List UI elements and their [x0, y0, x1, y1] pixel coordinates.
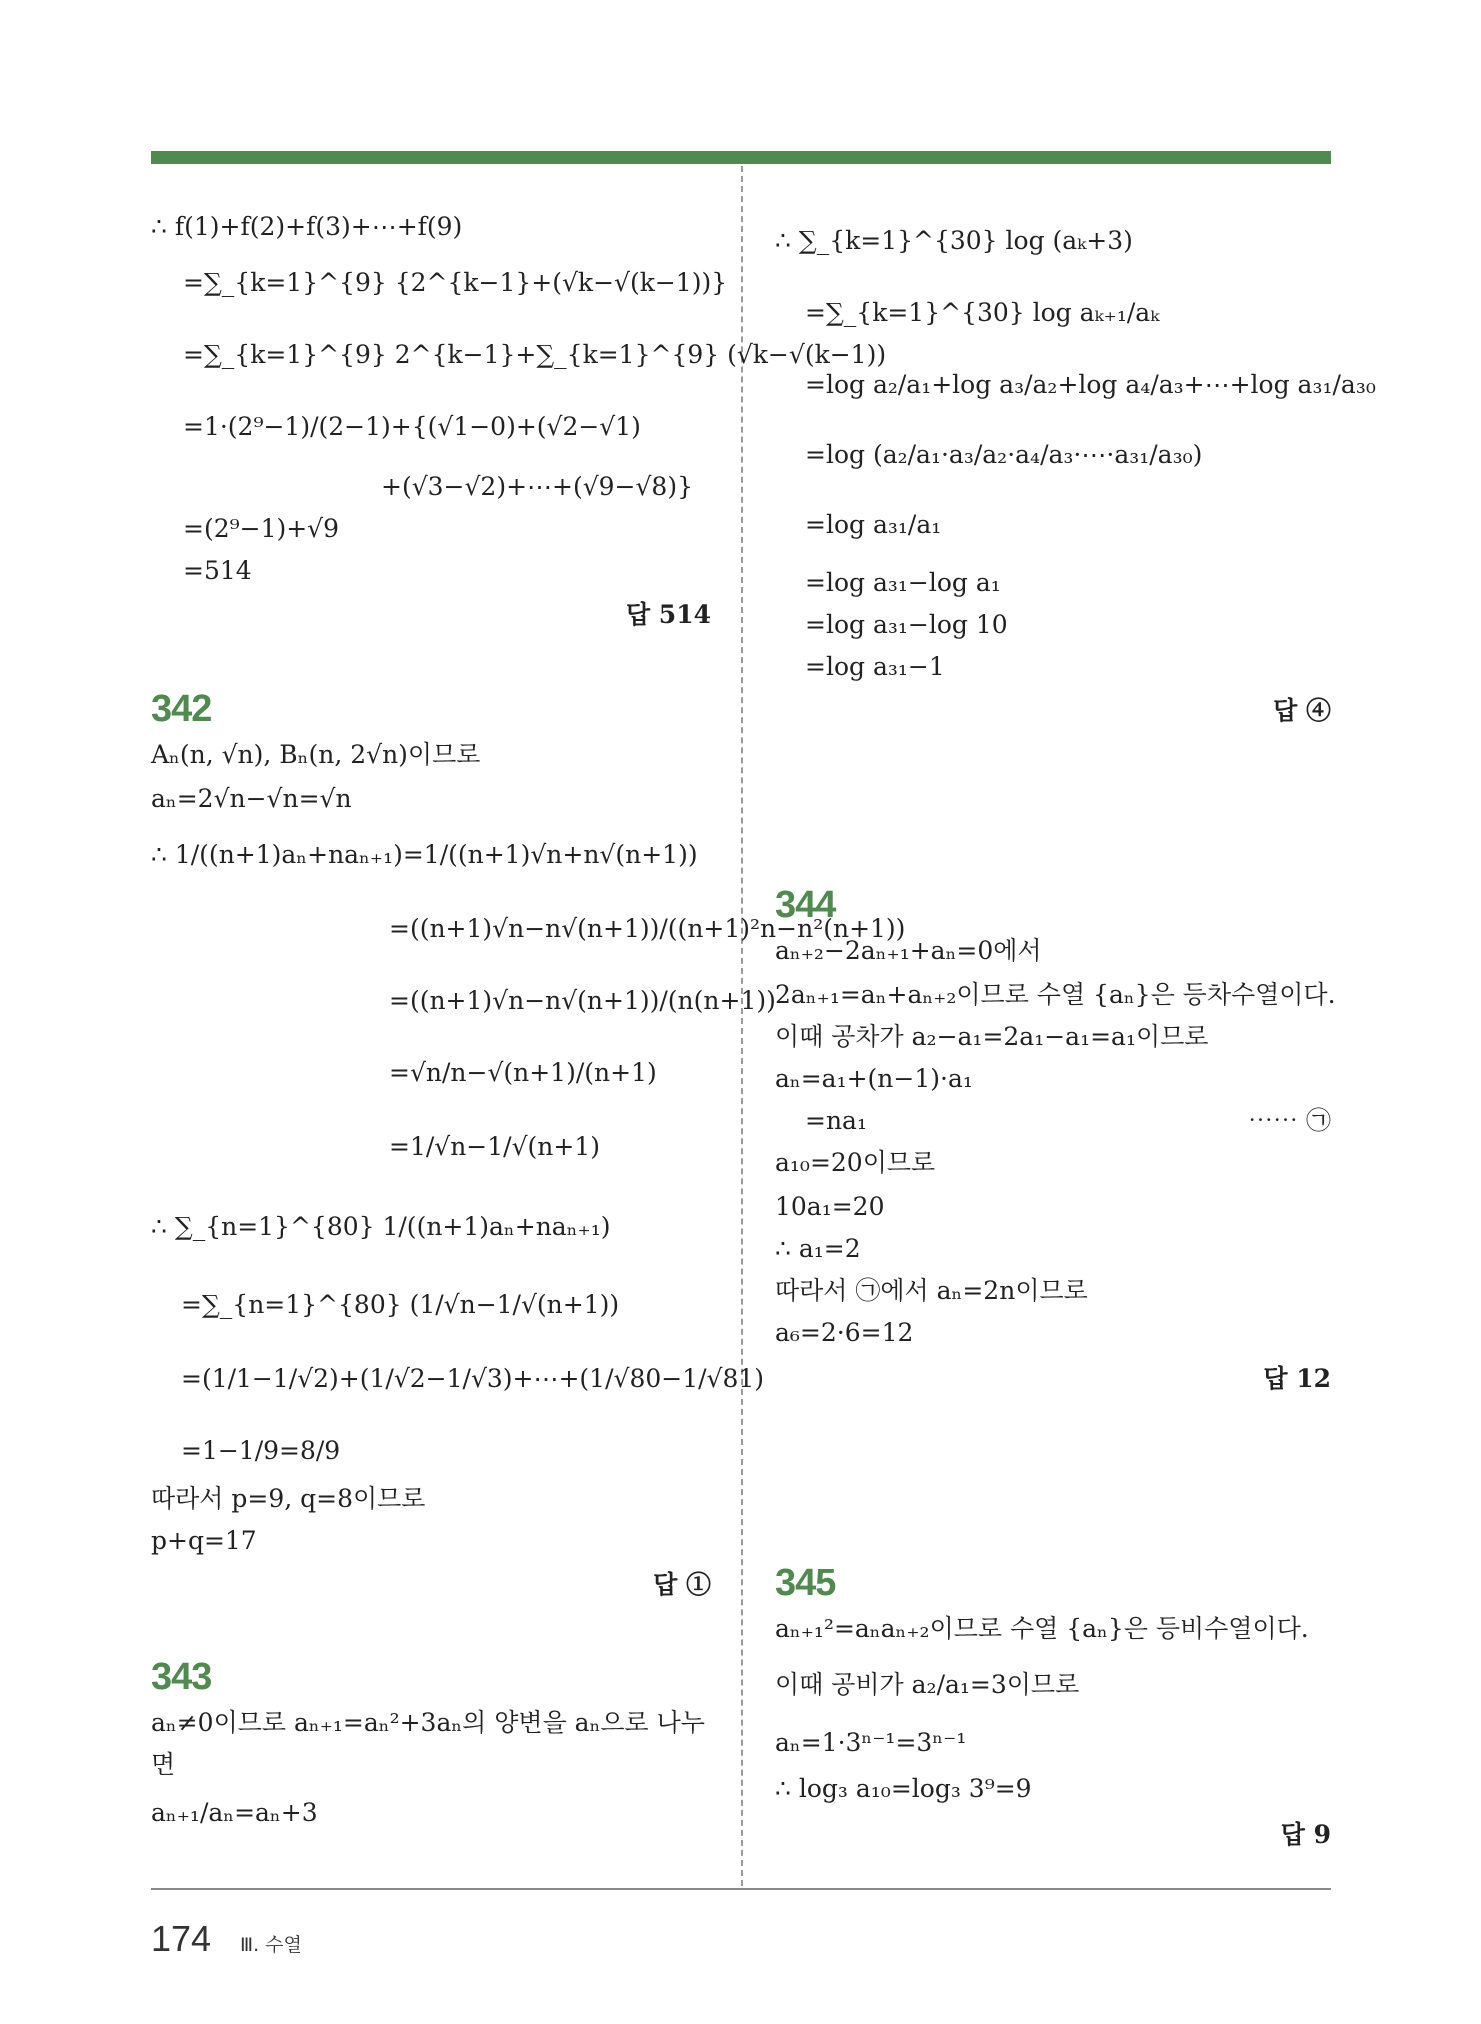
- intro-line: =log a₃₁−log a₁: [805, 568, 1001, 597]
- solution-line: aₙ₊₂−2aₙ₊₁+aₙ=0에서: [775, 936, 1042, 965]
- solution-line: =na₁: [805, 1106, 867, 1135]
- solution-line: 2aₙ₊₁=aₙ+aₙ₊₂이므로 수열 {aₙ}은 등차수열이다.: [775, 980, 1336, 1009]
- equation-marker: ⋯⋯ ㉠: [1248, 1106, 1331, 1135]
- solution-line: aₙ=1·3ⁿ⁻¹=3ⁿ⁻¹: [775, 1728, 967, 1757]
- solution-line: =√n/n−√(n+1)/(n+1): [389, 1058, 657, 1087]
- problem-number-344: 344: [775, 884, 836, 926]
- intro-line: =log a₃₁−1: [805, 652, 945, 681]
- column-divider: [741, 166, 743, 1886]
- solution-line: ∴ a₁=2: [775, 1234, 861, 1263]
- solution-line: 따라서 p=9, q=8이므로: [151, 1484, 426, 1513]
- solution-line: ∴ log₃ a₁₀=log₃ 3⁹=9: [775, 1774, 1032, 1803]
- solution-line: =1/√n−1/√(n+1): [389, 1132, 600, 1161]
- solution-line: =1−1/9=8/9: [181, 1436, 341, 1465]
- intro-line: =∑_{k=1}^{9} 2^{k−1}+∑_{k=1}^{9} (√k−√(k−1)): [183, 340, 887, 369]
- solution-line: 이때 공비가 a₂/a₁=3이므로: [775, 1670, 1080, 1699]
- problem-number-342: 342: [151, 688, 212, 730]
- answer-label: 답 9: [1280, 1820, 1331, 1849]
- problem-number-343: 343: [151, 1656, 212, 1698]
- solution-line: ∴ 1/((n+1)aₙ+naₙ₊₁)=1/((n+1)√n+n√(n+1)): [151, 840, 698, 869]
- solution-line: =∑_{n=1}^{80} (1/√n−1/√(n+1)): [181, 1290, 620, 1319]
- intro-line: =∑_{k=1}^{9} {2^{k−1}+(√k−√(k−1))}: [183, 268, 728, 297]
- solution-line: 이때 공차가 a₂−a₁=2a₁−a₁=a₁이므로: [775, 1022, 1209, 1051]
- page-number: 174: [151, 1918, 212, 1959]
- solution-line: aₙ₊₁/aₙ=aₙ+3: [151, 1798, 318, 1827]
- solution-line: =((n+1)√n−n√(n+1))/(n(n+1)): [389, 986, 776, 1015]
- intro-line: =∑_{k=1}^{30} log aₖ₊₁/aₖ: [805, 298, 1160, 327]
- chapter-label: Ⅲ. 수열: [240, 1934, 302, 1956]
- solution-line: 따라서 ㉠에서 aₙ=2n이므로: [775, 1276, 1088, 1305]
- answer-label: 답 ④: [1273, 696, 1331, 725]
- solution-line: aₙ₊₁²=aₙaₙ₊₂이므로 수열 {aₙ}은 등비수열이다.: [775, 1614, 1309, 1643]
- solution-line: ∴ ∑_{n=1}^{80} 1/((n+1)aₙ+naₙ₊₁): [151, 1212, 611, 1241]
- solution-line: p+q=17: [151, 1526, 257, 1555]
- footer-rule-right: [468, 1888, 1331, 1890]
- intro-line: =log a₃₁−log 10: [805, 610, 1008, 639]
- intro-line: ∴ ∑_{k=1}^{30} log (aₖ+3): [775, 226, 1133, 255]
- intro-line: =514: [183, 556, 252, 585]
- solution-line: aₙ=a₁+(n−1)·a₁: [775, 1064, 973, 1093]
- solution-line: =((n+1)√n−n√(n+1))/((n+1)²n−n²(n+1)): [389, 914, 906, 943]
- solution-line: aₙ=2√n−√n=√n: [151, 784, 352, 813]
- solution-line: 10a₁=20: [775, 1192, 885, 1221]
- intro-line: =log (a₂/a₁·a₃/a₂·a₄/a₃·⋯·a₃₁/a₃₀): [805, 440, 1203, 469]
- intro-line: =log a₃₁/a₁: [805, 510, 942, 539]
- intro-line: ∴ f(1)+f(2)+f(3)+⋯+f(9): [151, 212, 463, 241]
- solution-line: a₆=2·6=12: [775, 1318, 914, 1347]
- intro-line: =(2⁹−1)+√9: [183, 514, 340, 543]
- answer-label: 답 ①: [653, 1570, 711, 1599]
- right-column: [775, 200, 1376, 1880]
- header-accent-bar: [151, 151, 1331, 164]
- intro-line: =1·(2⁹−1)/(2−1)+{(√1−0)+(√2−√1): [183, 412, 641, 441]
- footer-rule-left: [151, 1888, 468, 1890]
- intro-line: +(√3−√2)+⋯+(√9−√8)}: [381, 472, 693, 501]
- solution-line: a₁₀=20이므로: [775, 1148, 936, 1177]
- solution-line: aₙ≠0이므로 aₙ₊₁=aₙ²+3aₙ의 양변을 aₙ으로 나누: [151, 1708, 705, 1737]
- answer-label: 답 514: [625, 600, 711, 629]
- problem-number-345: 345: [775, 1562, 836, 1604]
- answer-label: 답 12: [1263, 1364, 1331, 1393]
- solution-line: 면: [151, 1750, 176, 1779]
- solution-line: Aₙ(n, √n), Bₙ(n, 2√n)이므로: [151, 740, 481, 769]
- solution-line: =(1/1−1/√2)+(1/√2−1/√3)+⋯+(1/√80−1/√81): [181, 1364, 765, 1393]
- intro-line: =log a₂/a₁+log a₃/a₂+log a₄/a₃+⋯+log a₃₁/a₃₀: [805, 370, 1376, 399]
